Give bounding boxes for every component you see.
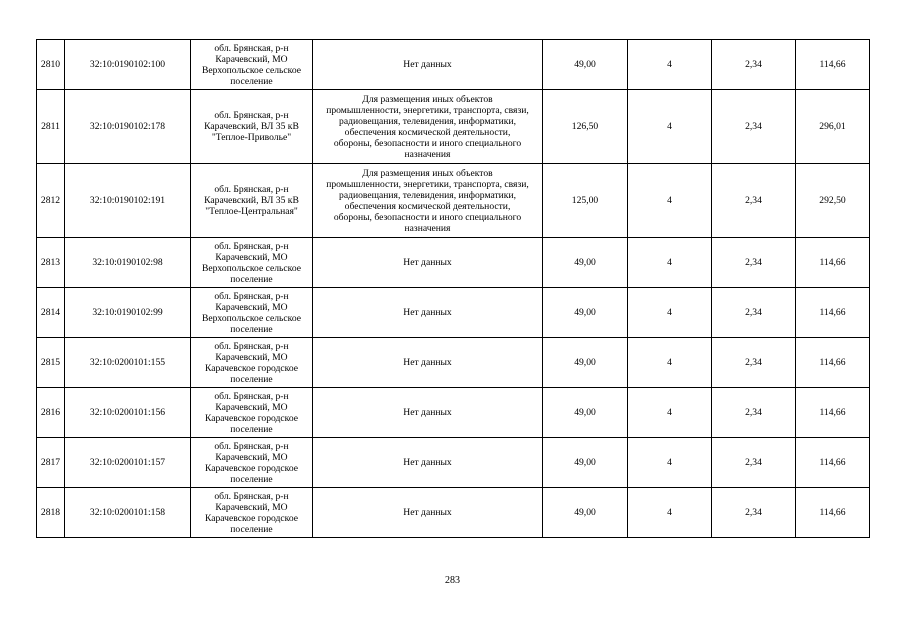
address-cell-line: Карачевский, ВЛ 35 кВ (204, 195, 299, 206)
row-number-cell: 2814 (37, 288, 65, 338)
permitted-use-cell-line: Нет данных (403, 357, 452, 368)
table-row (37, 40, 870, 90)
value-cell: 114,66 (796, 338, 870, 388)
value-cell: 296,01 (796, 90, 870, 164)
address-cell-line: поселение (230, 523, 273, 535)
address-cell-line: Карачевский, МО (215, 401, 288, 413)
area-cell: 49,00 (543, 338, 628, 388)
permitted-use-cell-line: обороны, безопасности и иного специального (333, 137, 522, 149)
cadastral-number-cell: 32:10:0200101:158 (65, 488, 191, 538)
permitted-use-cell (313, 40, 543, 90)
address-cell-line: обл. Брянская, р-н (214, 490, 289, 502)
address-cell-line: обл. Брянская, р-н (214, 240, 289, 252)
group-cell: 4 (628, 388, 712, 438)
permitted-use-cell (313, 288, 543, 338)
row-number-cell: 2811 (37, 90, 65, 164)
address-cell-line: Карачевский, МО (215, 351, 288, 363)
address-cell-line: "Теплое-Приволье" (211, 132, 292, 143)
area-cell: 49,00 (543, 238, 628, 288)
row-number-cell: 2817 (37, 438, 65, 488)
address-cell (191, 288, 313, 338)
address-cell-line: поселение (230, 373, 273, 385)
rate-cell: 2,34 (712, 288, 796, 338)
table-row (37, 438, 870, 488)
address-cell-line: обл. Брянская, р-н (214, 110, 289, 121)
address-cell-line: Карачевский, ВЛ 35 кВ (204, 121, 299, 132)
address-cell-line: поселение (230, 75, 273, 87)
cadastral-number-cell: 32:10:0200101:155 (65, 338, 191, 388)
area-cell: 49,00 (543, 40, 628, 90)
group-cell: 4 (628, 288, 712, 338)
permitted-use-cell-line: Для размещения иных объектов (362, 167, 493, 179)
value-cell: 114,66 (796, 40, 870, 90)
permitted-use-cell-line: Нет данных (403, 307, 452, 318)
permitted-use-cell-line: промышленности, энергетики, транспорта, связи, (326, 178, 529, 190)
rate-cell: 2,34 (712, 388, 796, 438)
address-cell-line: Карачевское городское (204, 462, 299, 474)
group-cell: 4 (628, 338, 712, 388)
permitted-use-cell (313, 488, 543, 538)
permitted-use-cell (313, 438, 543, 488)
value-cell: 114,66 (796, 438, 870, 488)
permitted-use-cell-line: Нет данных (403, 407, 452, 418)
value-cell: 114,66 (796, 238, 870, 288)
area-cell: 49,00 (543, 288, 628, 338)
address-cell-line: Карачевское городское (204, 512, 299, 524)
cadastral-number-cell: 32:10:0190102:191 (65, 164, 191, 238)
address-cell (191, 388, 313, 438)
cadastral-number-cell: 32:10:0190102:99 (65, 288, 191, 338)
row-number-cell: 2813 (37, 238, 65, 288)
group-cell: 4 (628, 164, 712, 238)
address-cell-line: "Теплое-Центральная" (205, 206, 298, 217)
address-cell-line: поселение (230, 473, 273, 485)
address-cell-line: обл. Брянская, р-н (214, 390, 289, 402)
table-row (37, 90, 870, 164)
group-cell: 4 (628, 238, 712, 288)
value-cell: 114,66 (796, 388, 870, 438)
group-cell: 4 (628, 90, 712, 164)
address-cell (191, 238, 313, 288)
address-cell-line: обл. Брянская, р-н (214, 42, 289, 54)
permitted-use-cell (313, 338, 543, 388)
address-cell-line: Карачевское городское (204, 412, 299, 424)
permitted-use-cell (313, 238, 543, 288)
table-row (37, 338, 870, 388)
value-cell: 292,50 (796, 164, 870, 238)
cadastral-number-cell: 32:10:0190102:98 (65, 238, 191, 288)
rate-cell: 2,34 (712, 338, 796, 388)
row-number-cell: 2816 (37, 388, 65, 438)
cadastral-number-cell: 32:10:0200101:156 (65, 388, 191, 438)
rate-cell: 2,34 (712, 238, 796, 288)
permitted-use-cell-line: радиовещания, телевидения, информатики, (339, 189, 516, 201)
value-cell: 114,66 (796, 288, 870, 338)
permitted-use-cell-line: промышленности, энергетики, транспорта, связи, (326, 104, 529, 116)
rate-cell: 2,34 (712, 438, 796, 488)
address-cell (191, 338, 313, 388)
permitted-use-cell-line: Для размещения иных объектов (362, 93, 493, 105)
row-number-cell: 2812 (37, 164, 65, 238)
address-cell-line: Карачевский, МО (215, 451, 288, 463)
address-cell (191, 90, 313, 164)
row-number-cell: 2815 (37, 338, 65, 388)
address-cell-line: обл. Брянская, р-н (214, 290, 289, 302)
value-cell: 114,66 (796, 488, 870, 538)
address-cell-line: Карачевский, МО (215, 53, 288, 65)
address-cell-line: Верхопольское сельское (201, 64, 302, 76)
permitted-use-cell-line: радиовещания, телевидения, информатики, (339, 115, 516, 127)
page-number: 283 (445, 575, 460, 586)
cadastral-number-cell: 32:10:0190102:178 (65, 90, 191, 164)
area-cell: 49,00 (543, 388, 628, 438)
group-cell: 4 (628, 438, 712, 488)
permitted-use-cell-line: Нет данных (403, 457, 452, 468)
cadastral-number-cell: 32:10:0190102:100 (65, 40, 191, 90)
table-row (37, 164, 870, 238)
address-cell-line: Карачевский, МО (215, 251, 288, 263)
group-cell: 4 (628, 40, 712, 90)
rate-cell: 2,34 (712, 90, 796, 164)
area-cell: 49,00 (543, 438, 628, 488)
table-row (37, 288, 870, 338)
permitted-use-cell-line: Нет данных (403, 257, 452, 268)
table-row (37, 388, 870, 438)
table-row (37, 238, 870, 288)
address-cell-line: Верхопольское сельское (201, 262, 302, 274)
rate-cell: 2,34 (712, 488, 796, 538)
area-cell: 126,50 (543, 90, 628, 164)
address-cell-line: Верхопольское сельское (201, 312, 302, 324)
permitted-use-cell-line: назначения (404, 148, 451, 160)
address-cell-line: поселение (230, 273, 273, 285)
row-number-cell: 2818 (37, 488, 65, 538)
permitted-use-cell-line: назначения (404, 222, 451, 234)
registry-table-body (37, 40, 870, 538)
address-cell (191, 40, 313, 90)
address-cell-line: обл. Брянская, р-н (214, 184, 289, 195)
cadastral-number-cell: 32:10:0200101:157 (65, 438, 191, 488)
rate-cell: 2,34 (712, 164, 796, 238)
address-cell-line: обл. Брянская, р-н (214, 440, 289, 452)
permitted-use-cell (313, 90, 543, 164)
row-number-cell: 2810 (37, 40, 65, 90)
permitted-use-cell-line: обороны, безопасности и иного специального (333, 211, 522, 223)
address-cell-line: Карачевский, МО (215, 501, 288, 513)
permitted-use-cell-line: обеспечения космической деятельности, (344, 200, 511, 212)
address-cell-line: поселение (230, 323, 273, 335)
area-cell: 49,00 (543, 488, 628, 538)
address-cell (191, 164, 313, 238)
permitted-use-cell-line: обеспечения космической деятельности, (344, 126, 511, 138)
address-cell-line: Карачевское городское (204, 362, 299, 374)
table-row (37, 488, 870, 538)
address-cell-line: обл. Брянская, р-н (214, 340, 289, 352)
group-cell: 4 (628, 488, 712, 538)
permitted-use-cell (313, 388, 543, 438)
permitted-use-cell-line: Нет данных (403, 507, 452, 518)
permitted-use-cell (313, 164, 543, 238)
address-cell (191, 488, 313, 538)
permitted-use-cell-line: Нет данных (403, 59, 452, 70)
area-cell: 125,00 (543, 164, 628, 238)
address-cell-line: поселение (230, 423, 273, 435)
registry-table (36, 39, 870, 538)
rate-cell: 2,34 (712, 40, 796, 90)
address-cell (191, 438, 313, 488)
address-cell-line: Карачевский, МО (215, 301, 288, 313)
